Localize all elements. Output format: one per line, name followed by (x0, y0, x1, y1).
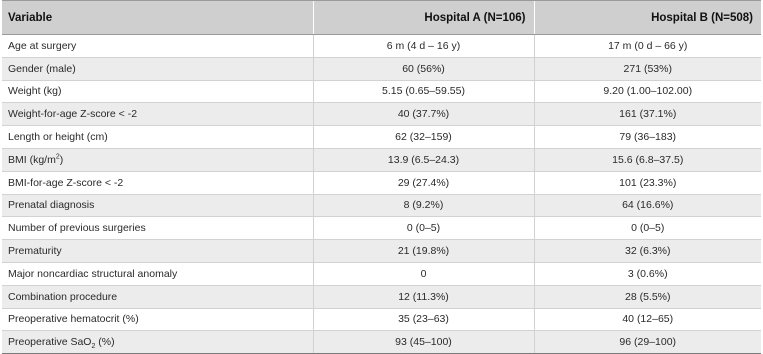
hospital-b-value: 40 (12–65) (534, 308, 761, 331)
table-row (2, 331, 761, 354)
hospital-a-value: 62 (32–159) (313, 126, 534, 149)
hospital-a-value: 0 (313, 262, 534, 285)
table-row (2, 148, 761, 171)
table-row (2, 194, 761, 217)
header-hospital-a: Hospital A (N=106) (313, 1, 534, 35)
row-label-text: Preoperative SaO (8, 336, 92, 349)
hospital-a-value: 6 m (4 d – 16 y) (313, 35, 534, 58)
hospital-a-value: 12 (11.3%) (313, 285, 534, 308)
row-label-suffix: (%) (95, 336, 115, 349)
table-row (2, 126, 761, 149)
hospital-b-value: 3 (0.6%) (534, 262, 761, 285)
hospital-a-value: 60 (56%) (313, 57, 534, 80)
row-label: Age at surgery (2, 35, 313, 58)
hospital-a-value: 0 (0–5) (313, 217, 534, 240)
row-label: Weight (kg) (2, 80, 313, 103)
hospital-b-value: 28 (5.5%) (534, 285, 761, 308)
hospital-b-value: 96 (29–100) (534, 331, 761, 354)
table-row (2, 103, 761, 126)
hospital-b-value: 101 (23.3%) (534, 171, 761, 194)
table-row (2, 35, 761, 58)
hospital-a-value: 13.9 (6.5–24.3) (313, 148, 534, 171)
row-label: Prematurity (2, 240, 313, 263)
row-label: BMI-for-age Z-score < -2 (2, 171, 313, 194)
hospital-b-value: 271 (53%) (534, 57, 761, 80)
hospital-b-value: 17 m (0 d – 66 y) (534, 35, 761, 58)
header-hospital-b: Hospital B (N=508) (534, 1, 761, 35)
hospital-a-value: 21 (19.8%) (313, 240, 534, 263)
table-row (2, 57, 761, 80)
hospital-b-value: 32 (6.3%) (534, 240, 761, 263)
table-row (2, 80, 761, 103)
hospital-a-value: 8 (9.2%) (313, 194, 534, 217)
table-row (2, 308, 761, 331)
table-row (2, 285, 761, 308)
hospital-b-value: 9.20 (1.00–102.00) (534, 80, 761, 103)
table-row (2, 240, 761, 263)
row-label: Combination procedure (2, 285, 313, 308)
table-row (2, 217, 761, 240)
table-row (2, 171, 761, 194)
table-row (2, 262, 761, 285)
row-label: Gender (male) (2, 57, 313, 80)
table-header-row (2, 1, 761, 35)
hospital-a-value: 5.15 (0.65–59.55) (313, 80, 534, 103)
hospital-b-value: 0 (0–5) (534, 217, 761, 240)
row-label (2, 331, 313, 354)
hospital-a-value: 93 (45–100) (313, 331, 534, 354)
hospital-b-value: 15.6 (6.8–37.5) (534, 148, 761, 171)
hospital-a-value: 40 (37.7%) (313, 103, 534, 126)
row-label: Preoperative hematocrit (%) (2, 308, 313, 331)
row-label-suffix: ) (59, 153, 64, 166)
hospital-a-value: 35 (23–63) (313, 308, 534, 331)
row-label: Number of previous surgeries (2, 217, 313, 240)
row-label: Weight-for-age Z-score < -2 (2, 103, 313, 126)
subscript: 2 (91, 343, 96, 351)
hospital-comparison-table (2, 0, 761, 354)
superscript: 2 (55, 153, 60, 161)
row-label (2, 148, 313, 171)
hospital-b-value: 161 (37.1%) (534, 103, 761, 126)
hospital-b-value: 64 (16.6%) (534, 194, 761, 217)
hospital-a-value: 29 (27.4%) (313, 171, 534, 194)
row-label-text: BMI (kg/m (8, 153, 56, 166)
row-label: Major noncardiac structural anomaly (2, 262, 313, 285)
hospital-b-value: 79 (36–183) (534, 126, 761, 149)
row-label: Length or height (cm) (2, 126, 313, 149)
data-table-container (2, 0, 761, 353)
header-variable: Variable (2, 1, 313, 35)
row-label: Prenatal diagnosis (2, 194, 313, 217)
